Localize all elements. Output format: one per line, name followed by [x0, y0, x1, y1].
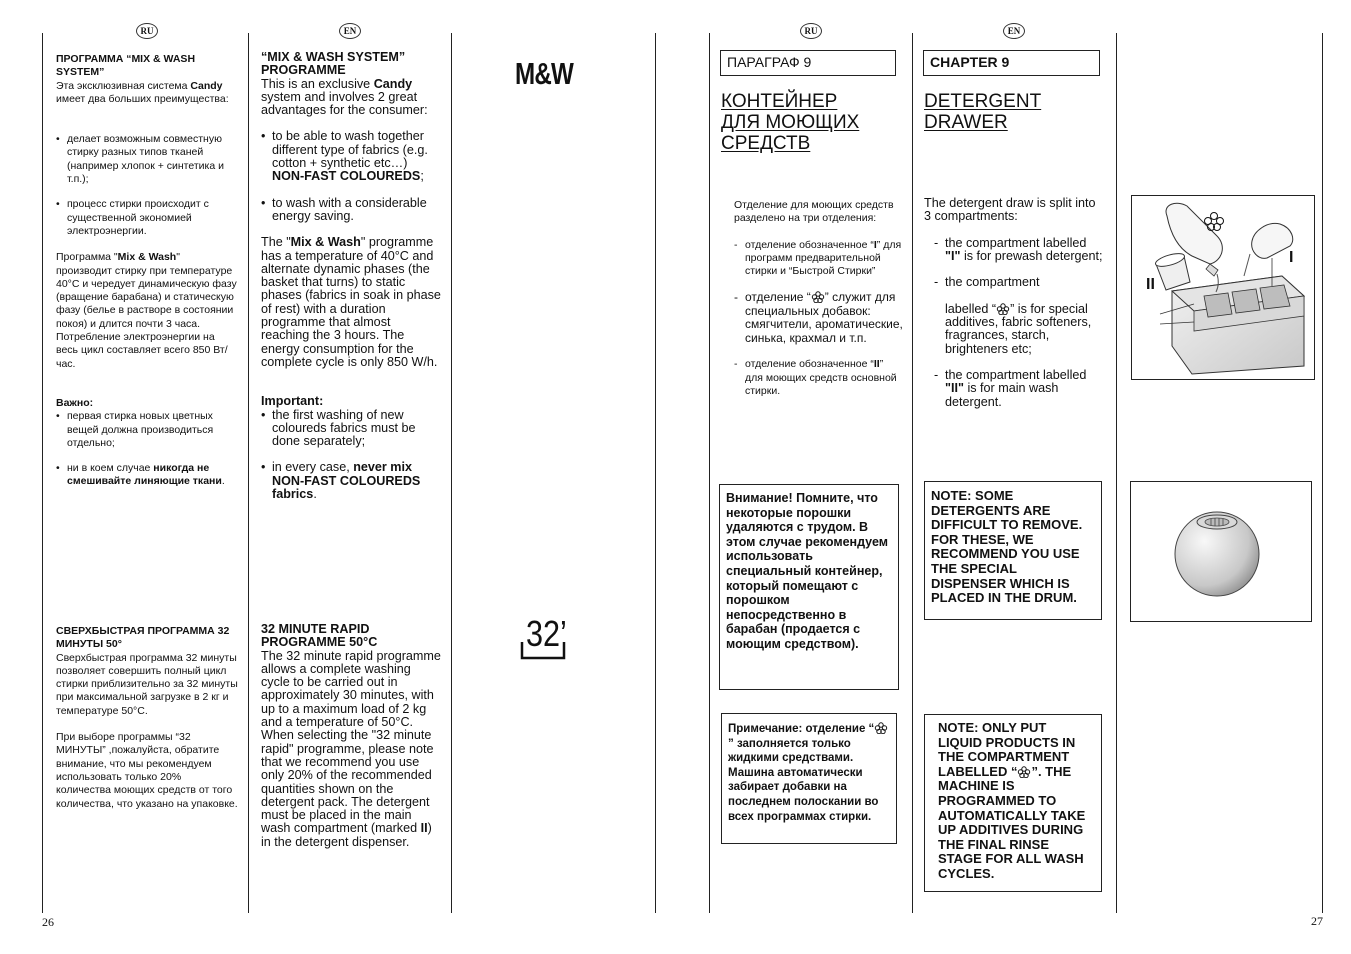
- en-badge: EN: [1003, 23, 1025, 39]
- en-note-box: NOTE: ONLY PUT LIQUID PRODUCTS IN THE COMPARTMENT LABELLED “ ”. THE MACHINE IS PROGRAMMED TO AUTOMATICALLY TAKE UP ADDITIVES DURING THE FINAL RINSE STAGE FOR ALL WASH CYCLES.: [924, 714, 1102, 892]
- dash-list: [734, 239, 904, 399]
- ru-compartments: [734, 199, 904, 398]
- en-compartments: [924, 197, 1104, 409]
- compartment-label-ii: II: [1146, 276, 1155, 293]
- en-chapter-header: CHAPTER 9: [923, 50, 1100, 76]
- paragraph: The detergent draw is split into 3 compartments:: [924, 196, 1096, 224]
- column-rule: [451, 33, 452, 913]
- mix-wash-symbol: M&W: [515, 56, 574, 91]
- section-title: 32 MINUTE RAPID PROGRAMME 50°C: [261, 622, 378, 650]
- flower-icon: [874, 722, 888, 734]
- list-item: - the compartment labelled "I" is for prewash detergent;: [934, 237, 1104, 264]
- section-title: “MIX & WASH SYSTEM” PROGRAMME: [261, 50, 406, 78]
- column-rule: [912, 33, 913, 913]
- paragraph: Сверхбыстрая программа 32 минуты позволяет совершить полный цикл стирки приблизительно за 32 минуты при максимальной загрузке в 2 кг и температуре 50°C.: [56, 651, 238, 717]
- rapid-32-symbol: 32’: [520, 616, 566, 662]
- ru-rapid-section: [56, 625, 238, 811]
- flower-icon: [811, 291, 825, 303]
- en-chapter-title: DETERGENT DRAWER: [924, 91, 1042, 133]
- paragraph: This is an exclusive Candy system and involves 2 great advantages for the consumer:: [261, 76, 428, 118]
- ru-chapter-header: ПАРАГРАФ 9: [720, 50, 896, 76]
- flower-icon: [1017, 766, 1031, 778]
- bullet-list: [56, 410, 238, 488]
- list-item: - отделение обозначенное “II” для моющих средств основной стирки.: [734, 358, 904, 398]
- en-badge: EN: [339, 23, 361, 39]
- page-number: 26: [42, 915, 54, 929]
- list-item: • the first washing of new coloureds fabrics must be done separately;: [261, 409, 441, 449]
- section-title: СВЕРХБЫСТРАЯ ПРОГРАММА 32 МИНУТЫ 50°: [56, 625, 230, 651]
- list-item: - отделение “ ” служит для специальных добавок: смягчители, ароматические, синька, крахмал и т.п.: [734, 291, 904, 345]
- list-item: • делает возможным совместную стирку разных типов тканей (например хлопок + синтетика и т.п.);: [56, 133, 238, 186]
- compartment-label-i: I: [1289, 249, 1294, 266]
- ru-badge: RU: [136, 23, 158, 39]
- column-rule: [42, 33, 43, 913]
- list-item: - the compartment labelled “ ” is for special additives, fabric softeners, fragrances, starch, brighteners etc;: [934, 276, 1104, 356]
- list-item: • первая стирка новых цветных вещей должна производиться отдельно;: [56, 410, 238, 450]
- bullet-list: [261, 409, 441, 502]
- detergent-drawer-illustration: [1131, 195, 1315, 380]
- list-item: • to wash with a considerable energy saving.: [261, 197, 441, 224]
- ru-mix-wash-section: [56, 53, 238, 489]
- paragraph: Программа "Mix & Wash" производит стирку при температуре 40°C и чередует динамическую фазу (вращение барабана) и статическую фазу (белье в растворе в состоянии покоя) и длится почти 3 часа. Потребление электроэнергии на весь цикл составляет всего 850 Вт/час.: [56, 251, 237, 370]
- dispenser-ball-illustration: [1130, 481, 1312, 622]
- list-item: • to be able to wash together different type of fabrics (e.g. cotton + synthetic etc…) NON-FAST COLOUREDS;: [261, 130, 441, 183]
- en-mix-wash-section: [261, 51, 441, 501]
- page-number: 27: [1311, 914, 1323, 928]
- ru-badge: RU: [800, 23, 822, 39]
- flower-icon: [996, 303, 1010, 315]
- ru-chapter-title: КОНТЕЙНЕР ДЛЯ МОЮЩИХ СРЕДСТВ: [721, 91, 860, 154]
- ru-warning-box: Внимание! Помните, что некоторые порошки удаляются с трудом. В этом случае рекомендуем использовать специальный контейнер, который помещают с порошком непосредственно в барабан (продается с моющим средством).: [719, 484, 899, 690]
- paragraph: При выборе программы “32 МИНУТЫ” ,пожалуйста, обратите внимание, что мы рекомендуем использовать только 20% количества моющих средств от того количества, что указано на упаковке.: [56, 731, 238, 810]
- column-rule: [709, 33, 710, 913]
- paragraph: Эта эксклюзивная система Candy имеет два больших преимущества:: [56, 79, 229, 105]
- list-item: • in every case, never mix NON-FAST COLOUREDS fabrics.: [261, 461, 441, 501]
- paragraph: Отделение для моющих средств разделено на три отделения:: [734, 199, 894, 225]
- en-rapid-section: [261, 623, 441, 849]
- paragraph: The "Mix & Wash" programme has a temperature of 40°C and alternate dynamic phases (the basket that turns) to static phases (fabrics in soak in phase of rest) with a duration programme that almost reaching the 3 hours. The energy consumption for the complete cycle is only 850 W/h.: [261, 235, 441, 369]
- important-heading: Important:: [261, 394, 324, 409]
- dash-list: [924, 237, 1104, 409]
- list-item: • процесс стирки происходит с существенной экономией электроэнергии.: [56, 198, 238, 238]
- flower-icon: [1205, 213, 1224, 231]
- ru-note-box: Примечание: отделение “” заполняется только жидкими средствами. Машина автоматически забирает добавки на последнем полоскании во всех программах стирки.: [721, 713, 897, 844]
- paragraph: The 32 minute rapid programme allows a complete washing cycle to be carried out in approximately 30 minutes, with up to a maximum load of 2 kg and a temperature of 50°C.: [261, 648, 441, 730]
- column-rule: [1116, 33, 1117, 913]
- list-item: • ни в коем случае никогда не смешивайте линяющие ткани.: [56, 462, 238, 489]
- column-rule: [248, 33, 249, 913]
- en-warning-box: NOTE: SOME DETERGENTS ARE DIFFICULT TO REMOVE. FOR THESE, WE RECOMMEND YOU USE THE SPECIAL DISPENSER WHICH IS PLACED IN THE DRUM.: [924, 481, 1102, 620]
- column-rule: [1322, 33, 1323, 913]
- paragraph: When selecting the "32 minute rapid" programme, please note that we recommend you use only 20% of the recommended quantities shown on the detergent pack. The detergent must be placed in the main wash compartment (marked II) in the detergent dispenser.: [261, 728, 434, 849]
- important-heading: Важно:: [56, 396, 94, 409]
- column-rule: [655, 33, 656, 913]
- bullet-list: [261, 130, 441, 223]
- bullet-list: [56, 133, 238, 238]
- list-item: - the compartment labelled "II" is for main wash detergent.: [934, 369, 1104, 409]
- section-title: ПРОГРАММА “MIX & WASH SYSTEM”: [56, 53, 196, 79]
- list-item: - отделение обозначенное “I” для программ предварительной стирки и “Быстрой Стирки”: [734, 239, 904, 279]
